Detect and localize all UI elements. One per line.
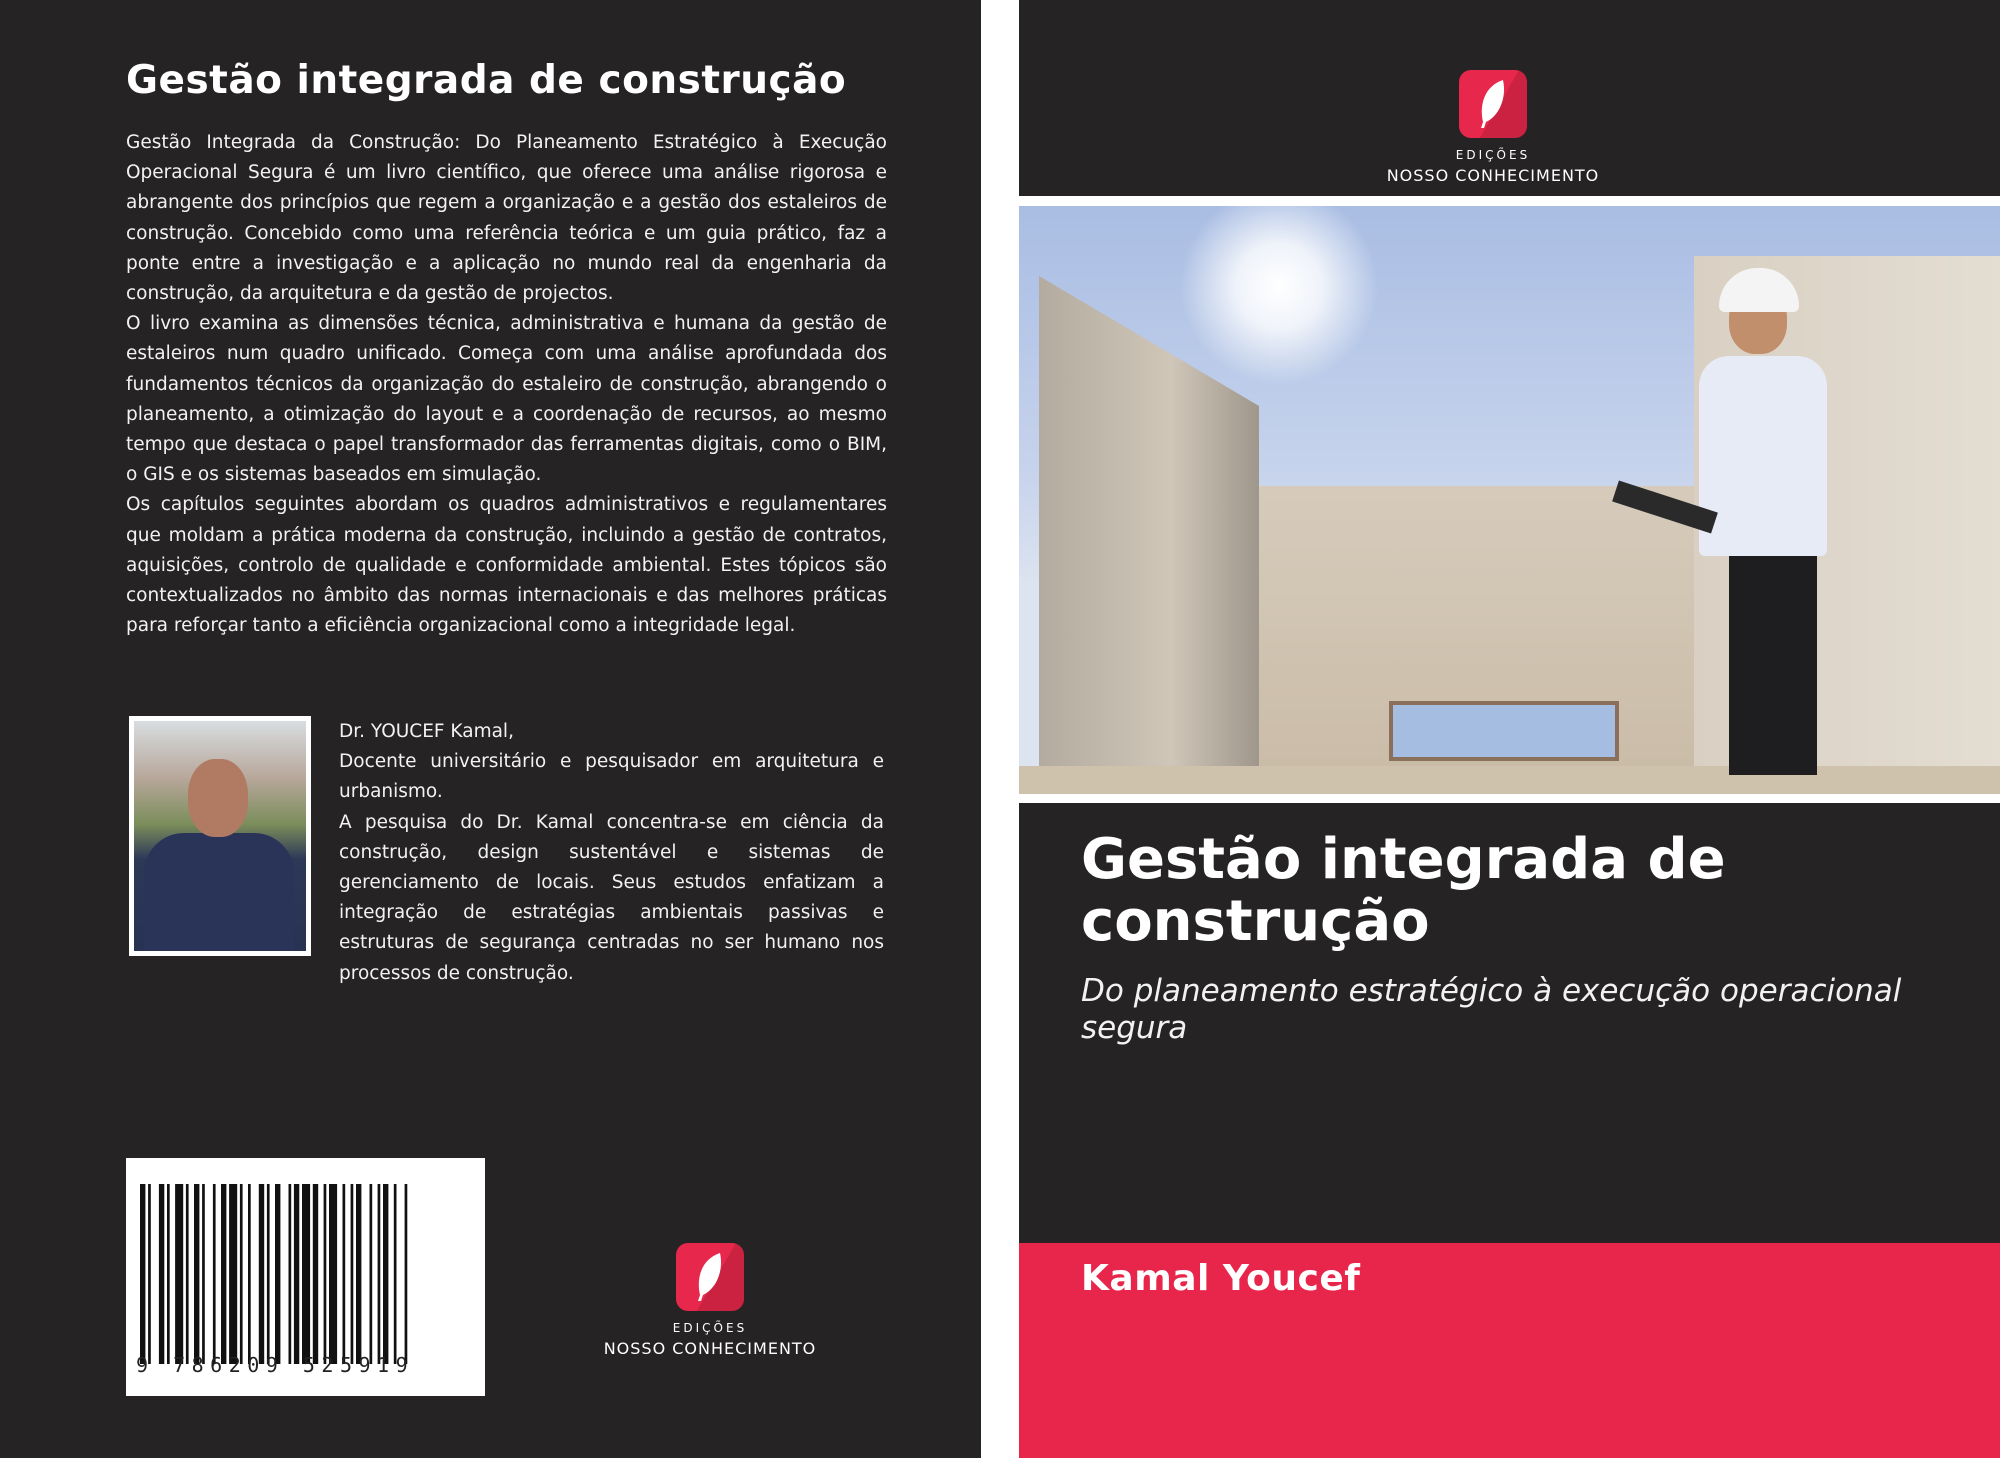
barcode-bar xyxy=(356,1184,361,1364)
barcode-bar xyxy=(229,1184,237,1364)
description-paragraph: Gestão Integrada da Construção: Do Planeamento Estratégico à Execução Operacional Segura é um livro científico, que oferece uma análise rigorosa e abrangente dos princípios que regem a organização e a gestão dos estaleiros de construção. Concebido como uma referência teórica e um guia prático, faz a ponte entre a investigação e a aplicação no mundo real da engenharia da construção, da arquitetura e da gestão de projectos. xyxy=(126,132,887,305)
barcode-bar xyxy=(343,1184,346,1364)
description-paragraph: O livro examina as dimensões técnica, administrativa e humana da gestão de estaleiros num quadro unificado. Começa com uma análise aprofundada dos fundamentos técnicos da organização do estaleiro de construção, abrangendo o planeamento, a otimização do layout e a coordenação de recursos, ao mesmo tempo que destaca o papel transformador das ferramentas digitais, como o BIM, o GIS e os sistemas baseados em simulação. xyxy=(126,313,887,486)
barcode-bar xyxy=(202,1184,205,1364)
barcode-bar xyxy=(405,1184,408,1364)
barcode xyxy=(126,1158,485,1396)
barcode-bar xyxy=(240,1184,243,1364)
barcode-bar xyxy=(383,1184,388,1364)
publisher-line2: NOSSO CONHECIMENTO xyxy=(603,1339,817,1358)
author-photo xyxy=(129,716,311,956)
publisher-logo-back xyxy=(590,1243,830,1358)
publisher-line2: NOSSO CONHECIMENTO xyxy=(1386,166,1600,185)
barcode-bar xyxy=(159,1184,164,1364)
barcode-bar xyxy=(186,1184,189,1364)
publisher-line1: EDIÇÕES xyxy=(1455,148,1531,162)
barcode-bar xyxy=(259,1184,264,1364)
barcode-bar xyxy=(140,1184,145,1364)
barcode-bar xyxy=(194,1184,199,1364)
barcode-bar xyxy=(213,1184,216,1364)
barcode-bar xyxy=(378,1184,381,1364)
feather-icon xyxy=(1459,70,1527,138)
barcode-bar xyxy=(275,1184,280,1364)
book-description xyxy=(126,128,887,641)
barcode-bar xyxy=(302,1184,310,1364)
barcode-bar xyxy=(267,1184,270,1364)
barcode-bar xyxy=(324,1184,327,1364)
cover-photo xyxy=(1019,206,2000,794)
author-bio xyxy=(339,717,884,989)
barcode-bar xyxy=(370,1184,373,1364)
bio-line: Dr. YOUCEF Kamal, xyxy=(339,721,514,742)
barcode-bar xyxy=(148,1184,151,1364)
back-cover xyxy=(0,0,981,1458)
isbn-number: 9 786209 525919 xyxy=(136,1353,415,1377)
front-cover-title-block xyxy=(1019,803,2000,1243)
publisher-line1: EDIÇÕES xyxy=(672,1321,748,1335)
barcode-bar xyxy=(289,1184,292,1364)
publisher-logo-front xyxy=(1373,70,1613,185)
barcode-bar xyxy=(248,1184,251,1364)
front-cover-header xyxy=(1019,0,2000,196)
front-cover-subtitle: Do planeamento estratégico à execução operacional segura xyxy=(1081,973,1902,1046)
barcode-bar xyxy=(394,1184,397,1364)
back-cover-title: Gestão integrada de construção xyxy=(126,58,847,103)
author-band xyxy=(1019,1243,2000,1458)
barcode-bar xyxy=(329,1184,337,1364)
feather-icon xyxy=(676,1243,744,1311)
barcode-bars xyxy=(140,1184,460,1364)
barcode-bar xyxy=(175,1184,183,1364)
author-name: Kamal Youcef xyxy=(1081,1258,1361,1299)
front-cover-title: Gestão integrada de construção xyxy=(1081,827,1726,954)
bio-line: Docente universitário e pesquisador em arquitetura e urbanismo. xyxy=(339,751,884,803)
barcode-bar xyxy=(294,1184,299,1364)
barcode-bar xyxy=(313,1184,318,1364)
description-paragraph: Os capítulos seguintes abordam os quadros administrativos e regulamentares que moldam a prática moderna da construção, incluindo a gestão de contratos, aquisições, controlo de qualidade e conformidade ambiental. Estes tópicos são contextualizados no âmbito das normas internacionais e das melhores práticas para reforçar tanto a eficiência organizacional como a integridade legal. xyxy=(126,494,887,637)
barcode-bar xyxy=(351,1184,354,1364)
bio-line: A pesquisa do Dr. Kamal concentra-se em ciência da construção, design sustentável e sistemas de gerenciamento de locais. Seus estudos enfatizam a integração de estratégias ambientais passivas e estruturas de segurança centradas no ser humano nos processos de construção. xyxy=(339,811,884,984)
barcode-bar xyxy=(221,1184,226,1364)
spine xyxy=(981,0,1019,1458)
barcode-bar xyxy=(167,1184,170,1364)
